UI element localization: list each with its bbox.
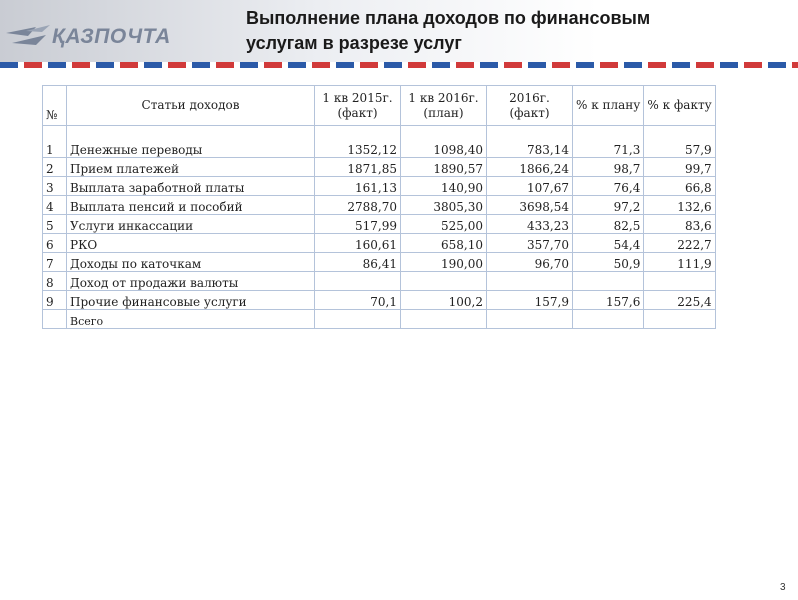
row-item-name: Прием платежей (67, 158, 315, 177)
table-row (43, 253, 716, 272)
row-q1-2016-plan (401, 272, 487, 291)
row-pct-fact: 111,9 (644, 253, 715, 272)
table-row (43, 177, 716, 196)
col-header-q1-2015-fact (315, 86, 401, 126)
row-pct-fact: 225,4 (644, 291, 715, 310)
table-row (43, 215, 716, 234)
col-header-item: Статьи доходов (67, 86, 315, 126)
row-item-name: Услуги инкассации (67, 215, 315, 234)
row-pct-plan (573, 272, 644, 291)
row-index: 8 (43, 272, 67, 291)
row-q1-2016-plan: 1098,40 (401, 126, 487, 158)
row-pct-fact: 132,6 (644, 196, 715, 215)
row-2016-fact: 3698,54 (487, 196, 573, 215)
row-pct-plan: 82,5 (573, 215, 644, 234)
row-pct-fact: 57,9 (644, 126, 715, 158)
row-item-name: Доходы по каточкам (67, 253, 315, 272)
row-2016-fact: 357,70 (487, 234, 573, 253)
row-q1-2016-plan (401, 310, 487, 329)
row-pct-fact (644, 310, 715, 329)
row-index: 3 (43, 177, 67, 196)
table-row (43, 196, 716, 215)
col-header-no: № (43, 86, 67, 126)
row-pct-fact: 222,7 (644, 234, 715, 253)
table-row (43, 234, 716, 253)
row-q1-2016-plan: 658,10 (401, 234, 487, 253)
row-pct-plan: 98,7 (573, 158, 644, 177)
row-2016-fact: 96,70 (487, 253, 573, 272)
table-row (43, 291, 716, 310)
col-header-2016-fact (487, 86, 573, 126)
row-q1-2015-fact: 161,13 (315, 177, 401, 196)
row-pct-plan: 71,3 (573, 126, 644, 158)
row-2016-fact: 107,67 (487, 177, 573, 196)
col-header-q1-2016-line2: (план) (423, 105, 464, 120)
page-title (246, 6, 766, 56)
row-index: 5 (43, 215, 67, 234)
row-q1-2015-fact: 2788,70 (315, 196, 401, 215)
row-item-name: Выплата заработной платы (67, 177, 315, 196)
row-2016-fact (487, 310, 573, 329)
row-pct-fact: 83,6 (644, 215, 715, 234)
row-2016-fact: 1866,24 (487, 158, 573, 177)
row-pct-fact: 99,7 (644, 158, 715, 177)
row-pct-plan: 50,9 (573, 253, 644, 272)
row-q1-2015-fact: 70,1 (315, 291, 401, 310)
row-q1-2015-fact: 160,61 (315, 234, 401, 253)
row-pct-plan: 76,4 (573, 177, 644, 196)
row-index: 4 (43, 196, 67, 215)
row-pct-plan: 157,6 (573, 291, 644, 310)
logo-text: ҚАЗПОЧТА (52, 25, 171, 48)
row-q1-2015-fact: 1871,85 (315, 158, 401, 177)
col-header-pct-plan: % к плану (573, 86, 644, 126)
col-header-pct-fact: % к факту (644, 86, 715, 126)
row-index: 7 (43, 253, 67, 272)
row-q1-2015-fact: 517,99 (315, 215, 401, 234)
row-pct-plan: 97,2 (573, 196, 644, 215)
row-2016-fact (487, 272, 573, 291)
table-header-row (43, 86, 716, 126)
row-q1-2015-fact: 86,41 (315, 253, 401, 272)
title-line-1: Выполнение плана доходов по финансовым (246, 8, 651, 28)
row-item-name: Доход от продажи валюты (67, 272, 315, 291)
row-pct-fact (644, 272, 715, 291)
row-index: 2 (43, 158, 67, 177)
income-table (42, 85, 716, 329)
row-index (43, 310, 67, 329)
table-row (43, 158, 716, 177)
row-item-name: РКО (67, 234, 315, 253)
row-item-name: Денежные переводы (67, 126, 315, 158)
table-row-total (43, 310, 716, 329)
row-index: 9 (43, 291, 67, 310)
col-header-q1-2016-plan (401, 86, 487, 126)
row-pct-plan: 54,4 (573, 234, 644, 253)
row-pct-fact: 66,8 (644, 177, 715, 196)
row-item-name: Выплата пенсий и пособий (67, 196, 315, 215)
row-index: 1 (43, 126, 67, 158)
col-header-q1-2016-line1: 1 кв 2016г. (408, 90, 479, 105)
row-q1-2015-fact (315, 310, 401, 329)
row-q1-2016-plan: 190,00 (401, 253, 487, 272)
title-line-2: услугам в разрезе услуг (246, 33, 462, 53)
row-q1-2016-plan: 525,00 (401, 215, 487, 234)
row-index: 6 (43, 234, 67, 253)
col-header-2016-line1: 2016г. (509, 90, 550, 105)
row-item-name-total: Всего (67, 310, 315, 329)
page-number: 3 (780, 582, 786, 593)
row-q1-2015-fact: 1352,12 (315, 126, 401, 158)
row-2016-fact: 157,9 (487, 291, 573, 310)
table-row (43, 126, 716, 158)
col-header-q1-2015-line1: 1 кв 2015г. (322, 90, 393, 105)
row-q1-2016-plan: 3805,30 (401, 196, 487, 215)
row-q1-2016-plan: 1890,57 (401, 158, 487, 177)
kazpost-logo (6, 20, 171, 54)
col-header-q1-2015-line2: (факт) (337, 105, 378, 120)
airmail-stripe (0, 62, 798, 68)
row-2016-fact: 433,23 (487, 215, 573, 234)
row-q1-2015-fact (315, 272, 401, 291)
table-row (43, 272, 716, 291)
row-2016-fact: 783,14 (487, 126, 573, 158)
row-q1-2016-plan: 100,2 (401, 291, 487, 310)
row-q1-2016-plan: 140,90 (401, 177, 487, 196)
kazpost-emblem-icon (6, 23, 50, 51)
row-pct-plan (573, 310, 644, 329)
row-item-name: Прочие финансовые услуги (67, 291, 315, 310)
col-header-2016-line2: (факт) (509, 105, 550, 120)
